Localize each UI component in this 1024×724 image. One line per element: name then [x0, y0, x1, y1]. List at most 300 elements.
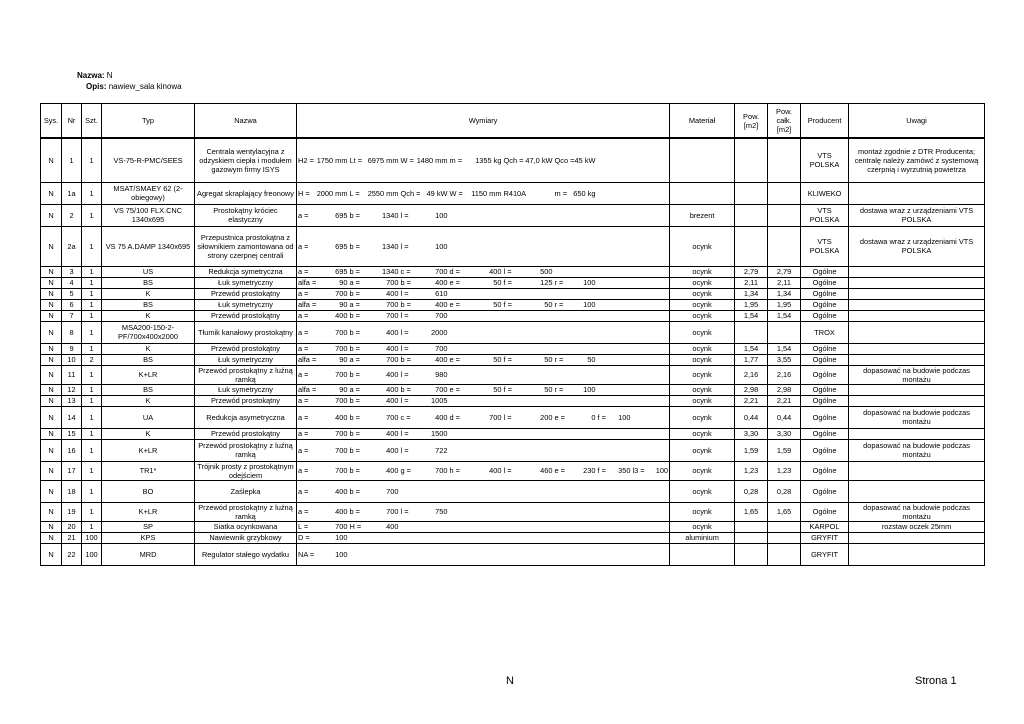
dimension-value: 700 — [435, 267, 448, 276]
dimension-cell — [297, 299, 349, 310]
cell-nazwa: Siatka ocynkowana — [195, 521, 297, 532]
cell-nazwa: Nawiewnik grzybkowy — [195, 532, 297, 543]
table-row — [41, 365, 985, 384]
cell-sys: N — [41, 543, 62, 565]
cell-nazwa: Tłumik kanałowy prostokątny — [195, 321, 297, 343]
table-row — [41, 406, 985, 428]
table-row — [41, 354, 985, 365]
cell-material: ocynk — [670, 365, 735, 384]
dimension-cell — [349, 502, 400, 521]
cell-szt: 1 — [82, 343, 102, 354]
dimension-value: 50 — [587, 355, 596, 364]
dimension-label: alfa = — [298, 300, 317, 309]
dimension-label: f = — [503, 278, 512, 287]
dimension-label: a = — [298, 412, 309, 422]
cell-sys: N — [41, 395, 62, 406]
table-row — [41, 543, 985, 565]
dimension-cell — [554, 343, 597, 354]
dimension-label: b = — [400, 355, 411, 364]
cell-uwagi — [849, 395, 985, 406]
cell-uwagi — [849, 266, 985, 277]
dimension-label: a = — [298, 507, 309, 516]
col-uwagi: Uwagi — [849, 104, 985, 139]
dimension-value: 700 — [335, 396, 348, 405]
dimension-cell — [400, 288, 449, 299]
dimension-cell — [449, 395, 503, 406]
dimension-value: 700 — [335, 327, 348, 337]
dimension-label: b = — [349, 311, 360, 320]
dimension-cell — [297, 384, 349, 395]
dimension-cell — [400, 182, 449, 204]
cell-pow-calk — [768, 182, 801, 204]
specification-table — [40, 103, 985, 566]
dimension-label: alfa = — [298, 355, 317, 364]
dimension-value: 50 — [493, 278, 502, 287]
dimension-value: 700 — [335, 289, 348, 298]
cell-szt: 100 — [82, 543, 102, 565]
dimension-cell — [554, 480, 597, 502]
dimension-cell — [349, 428, 400, 439]
cell-material: ocynk — [670, 321, 735, 343]
dimension-value: 400 — [386, 466, 399, 475]
cell-uwagi: dostawa wraz z urządzeniami VTS POLSKA — [849, 204, 985, 226]
dimension-cell — [503, 365, 554, 384]
dimension-label: r = — [554, 355, 564, 364]
dimension-label: Qch = — [400, 188, 421, 198]
dimension-cell — [554, 532, 597, 543]
dimension-cell — [597, 543, 632, 565]
dimension-cell — [597, 277, 632, 288]
cell-nr: 4 — [62, 277, 82, 288]
dimension-value: 400 — [386, 370, 399, 379]
cell-nazwa: Przewód prostokątny — [195, 395, 297, 406]
dimension-label: l = — [400, 327, 409, 337]
dimension-label: Qch = — [503, 155, 524, 165]
dimension-cell — [554, 439, 597, 461]
dimension-cell — [400, 384, 449, 395]
dimension-value: 400 — [335, 507, 348, 516]
cell-producent: VTS POLSKA — [801, 204, 849, 226]
dimension-cell — [503, 502, 554, 521]
dimension-cell — [400, 204, 449, 226]
dimension-cell — [449, 384, 503, 395]
cell-typ: TR1* — [102, 461, 195, 480]
cell-material: ocynk — [670, 354, 735, 365]
cell-nr: 2 — [62, 204, 82, 226]
name-value: N — [106, 71, 113, 80]
cell-producent: Ogólne — [801, 277, 849, 288]
dimension-cell — [349, 365, 400, 384]
cell-sys: N — [41, 277, 62, 288]
col-pow-calk: Pow. całk. [m2] — [768, 104, 801, 139]
table-row — [41, 428, 985, 439]
cell-nr: 3 — [62, 266, 82, 277]
cell-uwagi: rozstaw oczek 25mm — [849, 521, 985, 532]
dimension-value: 1340 — [382, 210, 399, 220]
dimension-cell — [597, 384, 632, 395]
dimension-label: f = — [597, 466, 606, 475]
col-material: Materiał — [670, 104, 735, 139]
dimension-cell — [400, 138, 449, 182]
dimension-cell — [503, 226, 554, 266]
dimension-label: e = — [449, 300, 460, 309]
dimension-cell — [297, 266, 349, 277]
cell-material: ocynk — [670, 480, 735, 502]
cell-nazwa: Regulator stałego wydatku — [195, 543, 297, 565]
dimension-cell — [297, 502, 349, 521]
cell-producent: KARPOL — [801, 521, 849, 532]
cell-material — [670, 543, 735, 565]
dimension-value: 400 — [489, 466, 502, 475]
dimension-value: 980 — [435, 370, 448, 379]
dimension-cell — [449, 439, 503, 461]
desc-label: Opis: — [86, 82, 107, 91]
cell-pow: 1,65 — [735, 502, 768, 521]
dimension-value: 125 — [540, 278, 553, 287]
dimension-cell — [449, 354, 503, 365]
dimension-cell — [449, 266, 503, 277]
dimension-cell — [503, 406, 554, 428]
cell-nazwa: Zaślepka — [195, 480, 297, 502]
dimension-cell — [554, 288, 597, 299]
cell-szt: 1 — [82, 521, 102, 532]
dimension-label: W = — [400, 155, 414, 165]
cell-sys: N — [41, 182, 62, 204]
cell-pow-calk: 1,65 — [768, 502, 801, 521]
cell-typ: BS — [102, 354, 195, 365]
cell-typ: K+LR — [102, 439, 195, 461]
dimension-cell — [503, 354, 554, 365]
cell-pow: 0,44 — [735, 406, 768, 428]
dimension-value: 695 — [335, 241, 348, 251]
cell-typ: K — [102, 288, 195, 299]
dimension-label: c = — [400, 267, 411, 276]
dimension-cell — [449, 406, 503, 428]
dimension-label: b = — [349, 370, 360, 379]
dimension-value: 700 — [386, 507, 399, 516]
dimension-cell — [400, 299, 449, 310]
cell-pow: 1,95 — [735, 299, 768, 310]
dimension-cell — [349, 138, 400, 182]
cell-pow: 2,79 — [735, 266, 768, 277]
cell-pow — [735, 521, 768, 532]
dimension-label: b = — [400, 300, 411, 309]
cell-sys: N — [41, 138, 62, 182]
cell-producent: TROX — [801, 321, 849, 343]
cell-pow: 2,16 — [735, 365, 768, 384]
cell-pow: 2,98 — [735, 384, 768, 395]
dimension-label: r = — [554, 385, 564, 394]
cell-nr: 17 — [62, 461, 82, 480]
dimension-cell — [503, 343, 554, 354]
dimension-cell — [554, 384, 597, 395]
dimension-label: b = — [349, 344, 360, 353]
dimension-cell — [597, 343, 632, 354]
cell-material: ocynk — [670, 343, 735, 354]
dimension-cell — [349, 266, 400, 277]
cell-uwagi — [849, 384, 985, 395]
cell-typ: K+LR — [102, 365, 195, 384]
cell-nr: 2a — [62, 226, 82, 266]
cell-material: brezent — [670, 204, 735, 226]
dimension-value: 460 — [540, 466, 553, 475]
cell-nazwa: Łuk symetryczny — [195, 384, 297, 395]
dimension-value: 90 — [339, 278, 348, 287]
dimension-cell — [349, 343, 400, 354]
dimension-value: 50 — [544, 355, 553, 364]
dimension-cell — [297, 310, 349, 321]
cell-nr: 10 — [62, 354, 82, 365]
cell-sys: N — [41, 480, 62, 502]
cell-nr: 1a — [62, 182, 82, 204]
dimension-value: 230 — [583, 466, 596, 475]
cell-pow-calk — [768, 321, 801, 343]
dimension-cell — [449, 343, 503, 354]
table-row — [41, 480, 985, 502]
cell-typ: UA — [102, 406, 195, 428]
cell-typ: K — [102, 310, 195, 321]
dimension-value: 6975 mm — [367, 155, 399, 165]
table-header — [41, 104, 985, 139]
cell-nazwa: Przewód prostokątny — [195, 288, 297, 299]
dimension-cell — [632, 343, 670, 354]
cell-material: ocynk — [670, 502, 735, 521]
cell-uwagi — [849, 428, 985, 439]
cell-typ: K — [102, 428, 195, 439]
dimension-cell — [597, 288, 632, 299]
dimension-value: 400 — [335, 486, 348, 496]
cell-pow: 0,28 — [735, 480, 768, 502]
dimension-label: a = — [298, 370, 309, 379]
cell-typ: BS — [102, 299, 195, 310]
dimension-value: 1355 kg — [475, 155, 502, 165]
dimension-value: 700 — [435, 311, 448, 320]
dimension-label: e = — [449, 385, 460, 394]
dimension-label: l3 = — [632, 466, 645, 475]
cell-pow-calk: 2,98 — [768, 384, 801, 395]
cell-uwagi — [849, 182, 985, 204]
cell-material: ocynk — [670, 428, 735, 439]
dimension-label: l = — [400, 210, 409, 220]
dimension-cell — [297, 365, 349, 384]
dimension-label: f = — [597, 412, 606, 422]
dimension-value: 90 — [339, 385, 348, 394]
dimension-cell — [632, 365, 670, 384]
cell-typ: K — [102, 395, 195, 406]
dimension-cell — [632, 354, 670, 365]
dimension-label: L = — [298, 522, 309, 531]
cell-producent: GRYFIT — [801, 543, 849, 565]
dimension-cell — [349, 288, 400, 299]
cell-pow-calk — [768, 543, 801, 565]
dimension-cell — [597, 321, 632, 343]
dimension-cell — [297, 182, 349, 204]
dimension-cell — [349, 384, 400, 395]
dimension-cell — [597, 428, 632, 439]
table-row — [41, 226, 985, 266]
dimension-value: 1340 — [382, 241, 399, 251]
dimension-cell — [597, 182, 632, 204]
cell-pow — [735, 138, 768, 182]
dimension-cell — [349, 521, 400, 532]
cell-nazwa: Redukcja asymetryczna — [195, 406, 297, 428]
cell-pow: 1,54 — [735, 343, 768, 354]
cell-nr: 19 — [62, 502, 82, 521]
dimension-label: a = — [349, 355, 360, 364]
dimension-label: l = — [503, 466, 512, 475]
cell-typ: BS — [102, 277, 195, 288]
dimension-label: a = — [298, 445, 309, 455]
dimension-label: H = — [349, 522, 362, 531]
dimension-value: 700 — [489, 412, 502, 422]
table-row — [41, 532, 985, 543]
cell-producent: Ogólne — [801, 480, 849, 502]
dimension-value: 50 — [544, 385, 553, 394]
dimension-cell — [632, 204, 670, 226]
dimension-value: 200 — [540, 412, 553, 422]
dimension-cell — [503, 384, 554, 395]
dimension-label: a = — [298, 486, 309, 496]
dimension-cell — [554, 521, 597, 532]
dimension-cell — [503, 480, 554, 502]
cell-material: ocynk — [670, 439, 735, 461]
dimension-label: a = — [298, 466, 309, 475]
dimension-cell — [632, 138, 670, 182]
dimension-value: 750 — [435, 507, 448, 516]
table-row — [41, 439, 985, 461]
cell-sys: N — [41, 354, 62, 365]
dimension-label: alfa = — [298, 385, 317, 394]
dimension-cell — [554, 277, 597, 288]
cell-uwagi — [849, 354, 985, 365]
cell-pow-calk: 2,16 — [768, 365, 801, 384]
cell-producent: Ogólne — [801, 502, 849, 521]
table-row — [41, 138, 985, 182]
table-row — [41, 384, 985, 395]
table-row — [41, 310, 985, 321]
dimension-label: Qco = — [554, 155, 575, 165]
dimension-cell — [349, 461, 400, 480]
desc-value: nawiew_sala kinowa — [108, 82, 182, 91]
dimension-cell — [632, 532, 670, 543]
cell-szt: 1 — [82, 288, 102, 299]
cell-pow-calk: 0,28 — [768, 480, 801, 502]
document-description — [86, 81, 182, 92]
cell-pow-calk: 0,44 — [768, 406, 801, 428]
cell-nr: 8 — [62, 321, 82, 343]
cell-sys: N — [41, 428, 62, 439]
cell-producent: Ogólne — [801, 395, 849, 406]
dimension-label: l = — [400, 370, 409, 379]
dimension-cell — [597, 439, 632, 461]
cell-szt: 1 — [82, 439, 102, 461]
cell-szt: 1 — [82, 321, 102, 343]
dimension-cell — [632, 439, 670, 461]
dimension-value: 2000 mm — [316, 188, 348, 198]
dimension-cell — [597, 461, 632, 480]
cell-szt: 1 — [82, 226, 102, 266]
cell-nr: 22 — [62, 543, 82, 565]
dimension-value: 400 — [386, 396, 399, 405]
cell-material — [670, 182, 735, 204]
dimension-cell — [400, 354, 449, 365]
cell-szt: 1 — [82, 310, 102, 321]
cell-sys: N — [41, 321, 62, 343]
dimension-value: 400 — [335, 412, 348, 422]
cell-material: ocynk — [670, 277, 735, 288]
dimension-cell — [503, 428, 554, 439]
cell-pow: 1,77 — [735, 354, 768, 365]
table-row — [41, 277, 985, 288]
table-row — [41, 321, 985, 343]
cell-pow — [735, 182, 768, 204]
dimension-cell — [554, 502, 597, 521]
cell-sys: N — [41, 521, 62, 532]
dimension-cell — [449, 138, 503, 182]
cell-szt: 1 — [82, 182, 102, 204]
dimension-cell — [554, 428, 597, 439]
dimension-cell — [449, 461, 503, 480]
table-row — [41, 204, 985, 226]
cell-producent: Ogólne — [801, 310, 849, 321]
cell-pow: 1,34 — [735, 288, 768, 299]
cell-material: ocynk — [670, 266, 735, 277]
dimension-label: a = — [298, 327, 309, 337]
dimension-cell — [503, 395, 554, 406]
cell-uwagi: dopasować na budowie podczas montażu — [849, 439, 985, 461]
cell-producent: Ogólne — [801, 461, 849, 480]
dimension-value: 100 — [435, 210, 448, 220]
cell-nazwa: Przewód prostokątny — [195, 428, 297, 439]
dimension-cell — [632, 395, 670, 406]
cell-typ: K — [102, 343, 195, 354]
dimension-cell — [597, 266, 632, 277]
dimension-cell — [632, 406, 670, 428]
cell-nazwa: Łuk symetryczny — [195, 277, 297, 288]
dimension-label: f = — [503, 355, 512, 364]
cell-szt: 1 — [82, 299, 102, 310]
dimension-label: b = — [349, 210, 360, 220]
dimension-value: 700 — [386, 486, 399, 496]
cell-nr: 16 — [62, 439, 82, 461]
dimension-value: 400 — [386, 385, 399, 394]
cell-pow — [735, 543, 768, 565]
footer-system: N — [506, 675, 514, 687]
cell-sys: N — [41, 299, 62, 310]
cell-pow-calk: 1,34 — [768, 288, 801, 299]
dimension-value: 100 — [655, 466, 669, 475]
dimension-cell — [632, 461, 670, 480]
dimension-value: 700 — [386, 278, 399, 287]
dimension-cell — [632, 521, 670, 532]
dimension-label: a = — [298, 344, 309, 353]
table-row — [41, 182, 985, 204]
dimension-value: 500 — [540, 267, 553, 276]
dimension-value: 695 — [335, 267, 348, 276]
dimension-value: 100 — [583, 385, 596, 394]
dimension-label: a = — [298, 241, 309, 251]
dimension-cell — [400, 532, 449, 543]
name-label: Nazwa: — [77, 71, 105, 80]
dimension-label: e = — [554, 412, 565, 422]
cell-producent: Ogólne — [801, 299, 849, 310]
cell-nazwa: Trójnik prosty z prostokątnym odejściem — [195, 461, 297, 480]
cell-producent: Ogólne — [801, 428, 849, 439]
dimension-value: 400 — [386, 327, 399, 337]
cell-sys: N — [41, 266, 62, 277]
cell-szt: 1 — [82, 428, 102, 439]
cell-szt: 1 — [82, 461, 102, 480]
